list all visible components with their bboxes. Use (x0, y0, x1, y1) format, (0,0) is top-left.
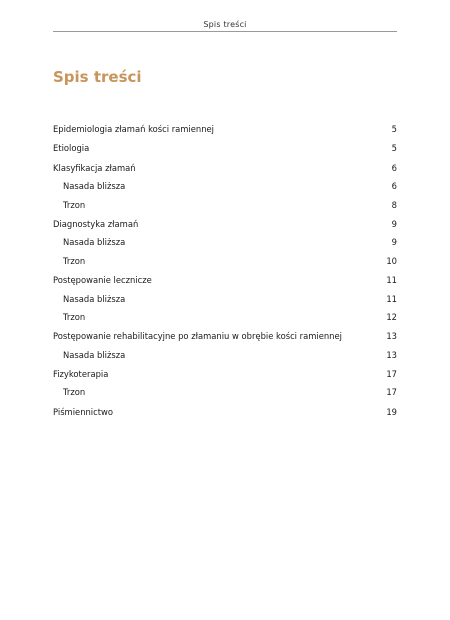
toc-entry-page: 6 (391, 162, 397, 173)
toc-subentry-page: 9 (391, 237, 397, 248)
toc-subentry-page: 8 (391, 199, 397, 210)
toc-subentry[interactable] (53, 200, 397, 210)
toc-entry[interactable] (53, 124, 397, 134)
toc-entry-page: 11 (386, 275, 397, 286)
toc-entry-page: 5 (391, 143, 397, 154)
toc-subentry-label: Trzon (63, 199, 86, 210)
toc-subentry[interactable] (53, 237, 397, 247)
toc-entry[interactable] (53, 219, 397, 229)
toc-entry-label: Piśmiennictwo (53, 406, 113, 417)
toc-entry-label: Epidemiologia złamań kości ramiennej (53, 124, 215, 134)
toc-subentry-page: 17 (386, 387, 397, 398)
toc-entry-page: 5 (391, 124, 397, 134)
toc-entry-page: 9 (391, 218, 397, 229)
toc-entry[interactable] (53, 143, 397, 153)
toc-subentry[interactable] (53, 181, 397, 191)
toc-entry-label: Postępowanie rehabilitacyjne po złamaniu w obrębie kości ramiennej (53, 331, 342, 342)
toc-entry-page: 13 (386, 331, 397, 342)
toc-subentry-label: Nasada bliższa (63, 293, 126, 304)
toc-entry-label: Klasyfikacja złamań (53, 162, 136, 173)
table-of-contents (53, 124, 397, 417)
toc-entry-page: 17 (386, 369, 397, 380)
toc-subentry-label: Trzon (63, 387, 86, 398)
toc-entry[interactable] (53, 275, 397, 285)
toc-subentry-page: 11 (386, 293, 397, 304)
toc-subentry-page: 12 (386, 311, 397, 322)
page-title: Spis treści (53, 68, 142, 86)
toc-subentry-page: 10 (386, 255, 397, 266)
toc-entry[interactable] (53, 407, 397, 417)
toc-subentry[interactable] (53, 312, 397, 322)
toc-entry[interactable] (53, 331, 397, 341)
toc-subentry[interactable] (53, 387, 397, 397)
toc-entry-label: Etiologia (53, 143, 90, 154)
toc-subentry-label: Nasada bliższa (63, 181, 126, 192)
toc-entry-label: Fizykoterapia (53, 369, 109, 380)
toc-entry-label: Diagnostyka złamań (53, 218, 139, 229)
toc-entry[interactable] (53, 369, 397, 379)
toc-subentry-label: Nasada bliższa (63, 237, 126, 248)
header-rule (53, 31, 397, 32)
toc-entry[interactable] (53, 163, 397, 173)
toc-subentry-page: 13 (386, 349, 397, 360)
toc-entry-label: Postępowanie lecznicze (53, 275, 152, 286)
running-header: Spis treści (203, 20, 247, 29)
toc-subentry-label: Trzon (63, 311, 86, 322)
toc-subentry[interactable] (53, 256, 397, 266)
toc-subentry[interactable] (53, 350, 397, 360)
toc-entry-page: 19 (386, 406, 397, 417)
toc-subentry-label: Trzon (63, 255, 86, 266)
toc-subentry[interactable] (53, 294, 397, 304)
toc-subentry-page: 6 (391, 181, 397, 192)
toc-subentry-label: Nasada bliższa (63, 349, 126, 360)
